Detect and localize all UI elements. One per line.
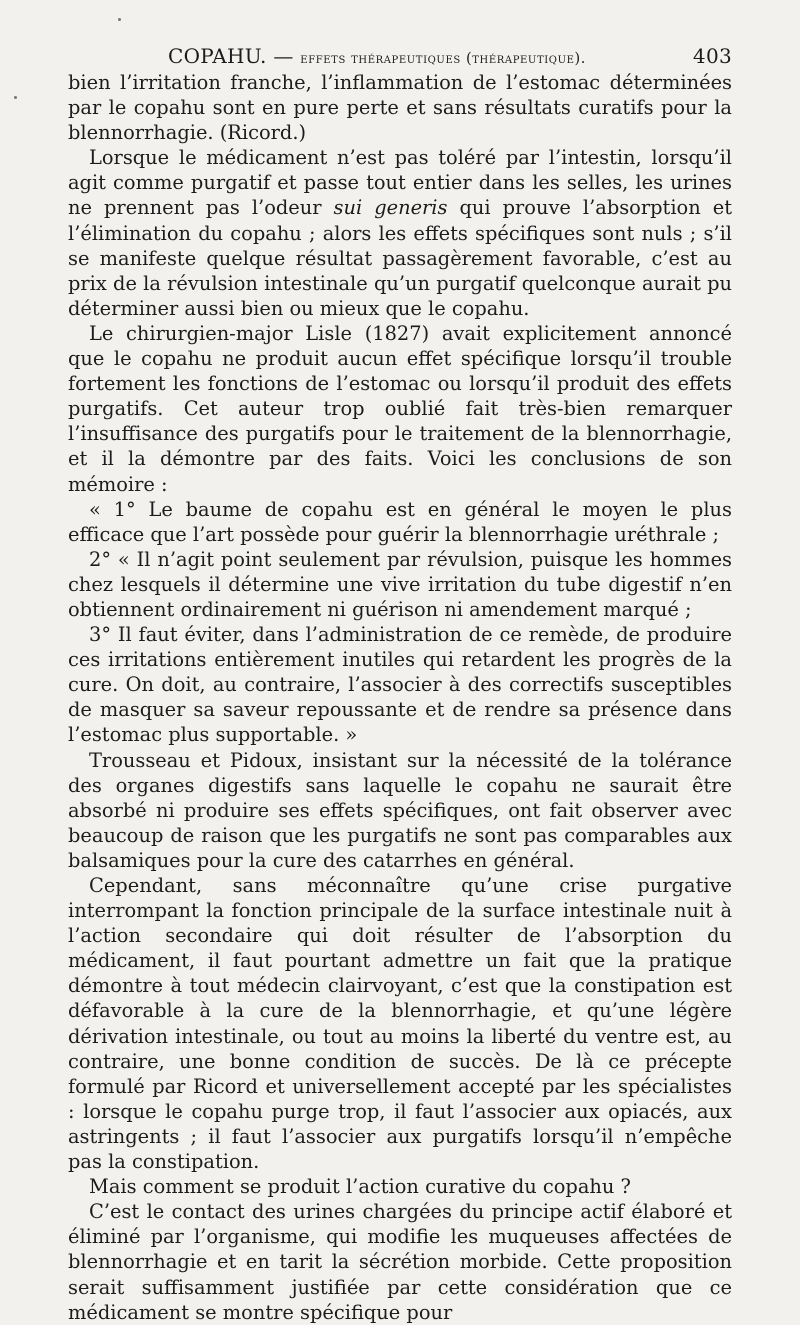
paragraph-2-italic: sui generis <box>333 196 448 220</box>
paragraph-3: Le chirurgien-major Lisle (1827) avait explicitement annoncé que le copahu ne produit aucun effet spécifique lorsqu’il trouble fortement les fonctions de l’estomac ou lorsqu’il produit des effets purgatifs. Cet auteur trop oublié fait très-bien remarquer l’insuffisance des purgatifs pour le traitement de la blennorrhagie, et il la démontre par des faits. Voici les conclusions de son mémoire : <box>68 321 732 496</box>
paragraph-cependant: Cependant, sans méconnaître qu’une crise purgative interrompant la fonction principale de la surface intestinale nuit à l’action secondaire qui doit résulter de l’absorption du médicament, il faut pourtant admettre un fait que la pratique démontre à tout médecin clairvoyant, c’est que la constipation est défavorable à la cure de la blennorrhagie, et qu’une légère dérivation intestinale, ou tout au moins la liberté du ventre est, au contraire, une bonne condition de succès. De là ce précepte formulé par Ricord et universellement accepté par les spécialistes : lorsque le copahu purge trop, il faut l’associer aux opiacés, aux astringents ; il faut l’associer aux purgatifs lorsqu’il n’empêche pas la constipation. <box>68 874 732 1174</box>
running-title-main: COPAHU. — <box>168 44 301 68</box>
page-speck <box>14 96 17 99</box>
paragraph-1: bien l’irritation franche, l’inflammation de l’estomac déterminées par le copahu sont en pure perte et sans résultats curatifs pour la blennorrhagie. (Ricord.) <box>68 71 732 145</box>
paragraph-question: Mais comment se produit l’action curative du copahu ? <box>89 1175 631 1199</box>
conclusion-3: 3° Il faut éviter, dans l’administration de ce remède, de produire ces irritations entièrement inutiles qui retardent les progrès de la cure. On doit, au contraire, l’associer à des correctifs susceptibles de masquer sa saveur repoussante et de rendre sa présence dans l’estomac plus supportable. » <box>68 623 732 747</box>
paragraph-trousseau: Trousseau et Pidoux, insistant sur la nécessité de la tolérance des organes digestifs sans laquelle le copahu ne saurait être absorbé ni produire ses effets spécifiques, ont fait observer avec beaucoup de raison que les purgatifs ne sont pas comparables aux balsamiques pour la cure des catarrhes en général. <box>68 748 732 872</box>
conclusion-1: « 1° Le baume de copahu est en général le moyen le plus efficace que l’art possède pour guérir la blennorrhagie uréthrale ; <box>68 497 732 546</box>
conclusion-2: 2° « Il n’agit point seulement par révulsion, puisque les hommes chez lesquels il détermine une vive irritation du tube digestif n’en obtiennent ordinairement ni guérison ni amendement marqué ; <box>68 547 732 621</box>
paragraph-2 <box>68 145 732 321</box>
running-header <box>68 44 732 68</box>
body-text <box>68 70 732 1325</box>
running-title-subtitle: effets thérapeutiques (thérapeutique). <box>300 51 586 67</box>
page-speck <box>118 18 121 21</box>
paragraph-2-end: qui prouve l’absorption et l’élimination du copahu ; alors les effets spécifiques sont nuls ; s’il se manifeste quelque résultat passagèrement favorable, c’est au prix de la révulsion intestinale qu’un purgatif quelconque aurait pu déterminer aussi bien ou mieux que le copahu. <box>68 196 732 320</box>
page-number: 403 <box>692 44 732 68</box>
paragraph-contact: C’est le contact des urines chargées du principe actif élaboré et éliminé par l’organisme, qui modifie les muqueuses affectées de blennorrhagie et en tarit la sécrétion morbide. Cette proposition serait suffisamment justifiée par cette considération que ce médicament se montre spécifique pour <box>68 1200 732 1324</box>
running-title <box>168 44 586 68</box>
paragraph-2-start: Lorsque le médicament n’est pas toléré par l’intestin, lorsqu’il agit comme purgatif et passe tout entier dans les selles, les urines ne prennent pas l’odeur <box>68 146 732 220</box>
